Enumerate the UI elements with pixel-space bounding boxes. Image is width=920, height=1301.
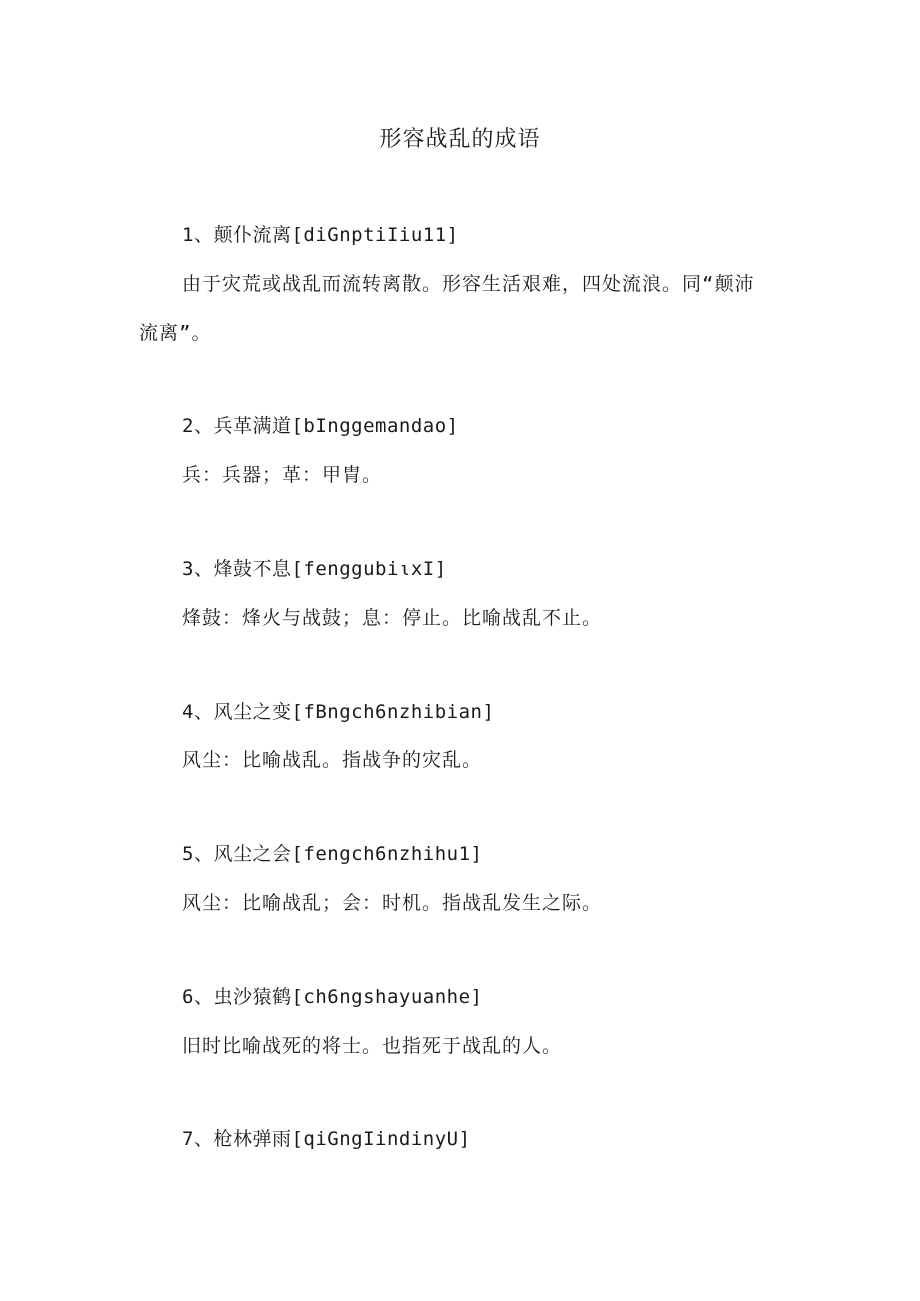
entry-3-heading: 3、烽鼓不息[fenggubiιxI]: [182, 558, 447, 580]
entry-2-heading: 2、兵革满道[bInggemandao]: [182, 415, 459, 437]
entry-5-heading: 5、风尘之会[fengch6nzhihu1]: [182, 843, 483, 865]
document-title: 形容战乱的成语: [379, 127, 541, 152]
entry-4-definition: 风尘：比喻战乱。指战争的灾乱。: [182, 749, 483, 771]
entry-2-definition: 兵：兵器；革：甲胄。: [182, 464, 383, 486]
entry-1-heading: 1、颠仆流离[diGnptiIiu11]: [182, 224, 459, 246]
entry-6-heading: 6、虫沙猿鹤[ch6ngshayuanhe]: [182, 986, 483, 1008]
entry-1-definition: 由于灾荒或战乱而流转离散。形容生活艰难，四处流浪。同“颠沛: [182, 273, 755, 295]
entry-7-heading: 7、枪林弹雨[qiGngIindinyU]: [182, 1128, 471, 1150]
entry-4-heading: 4、风尘之变[fBngch6nzhibian]: [182, 701, 495, 723]
entry-6-definition: 旧时比喻战死的将士。也指死于战乱的人。: [182, 1035, 563, 1057]
entry-5-definition: 风尘：比喻战乱；会：时机。指战乱发生之际。: [182, 892, 603, 914]
entry-3-definition: 烽鼓：烽火与战鼓；息：停止。比喻战乱不止。: [182, 607, 603, 629]
entry-1-definition-continued: 流离”。: [139, 322, 212, 344]
